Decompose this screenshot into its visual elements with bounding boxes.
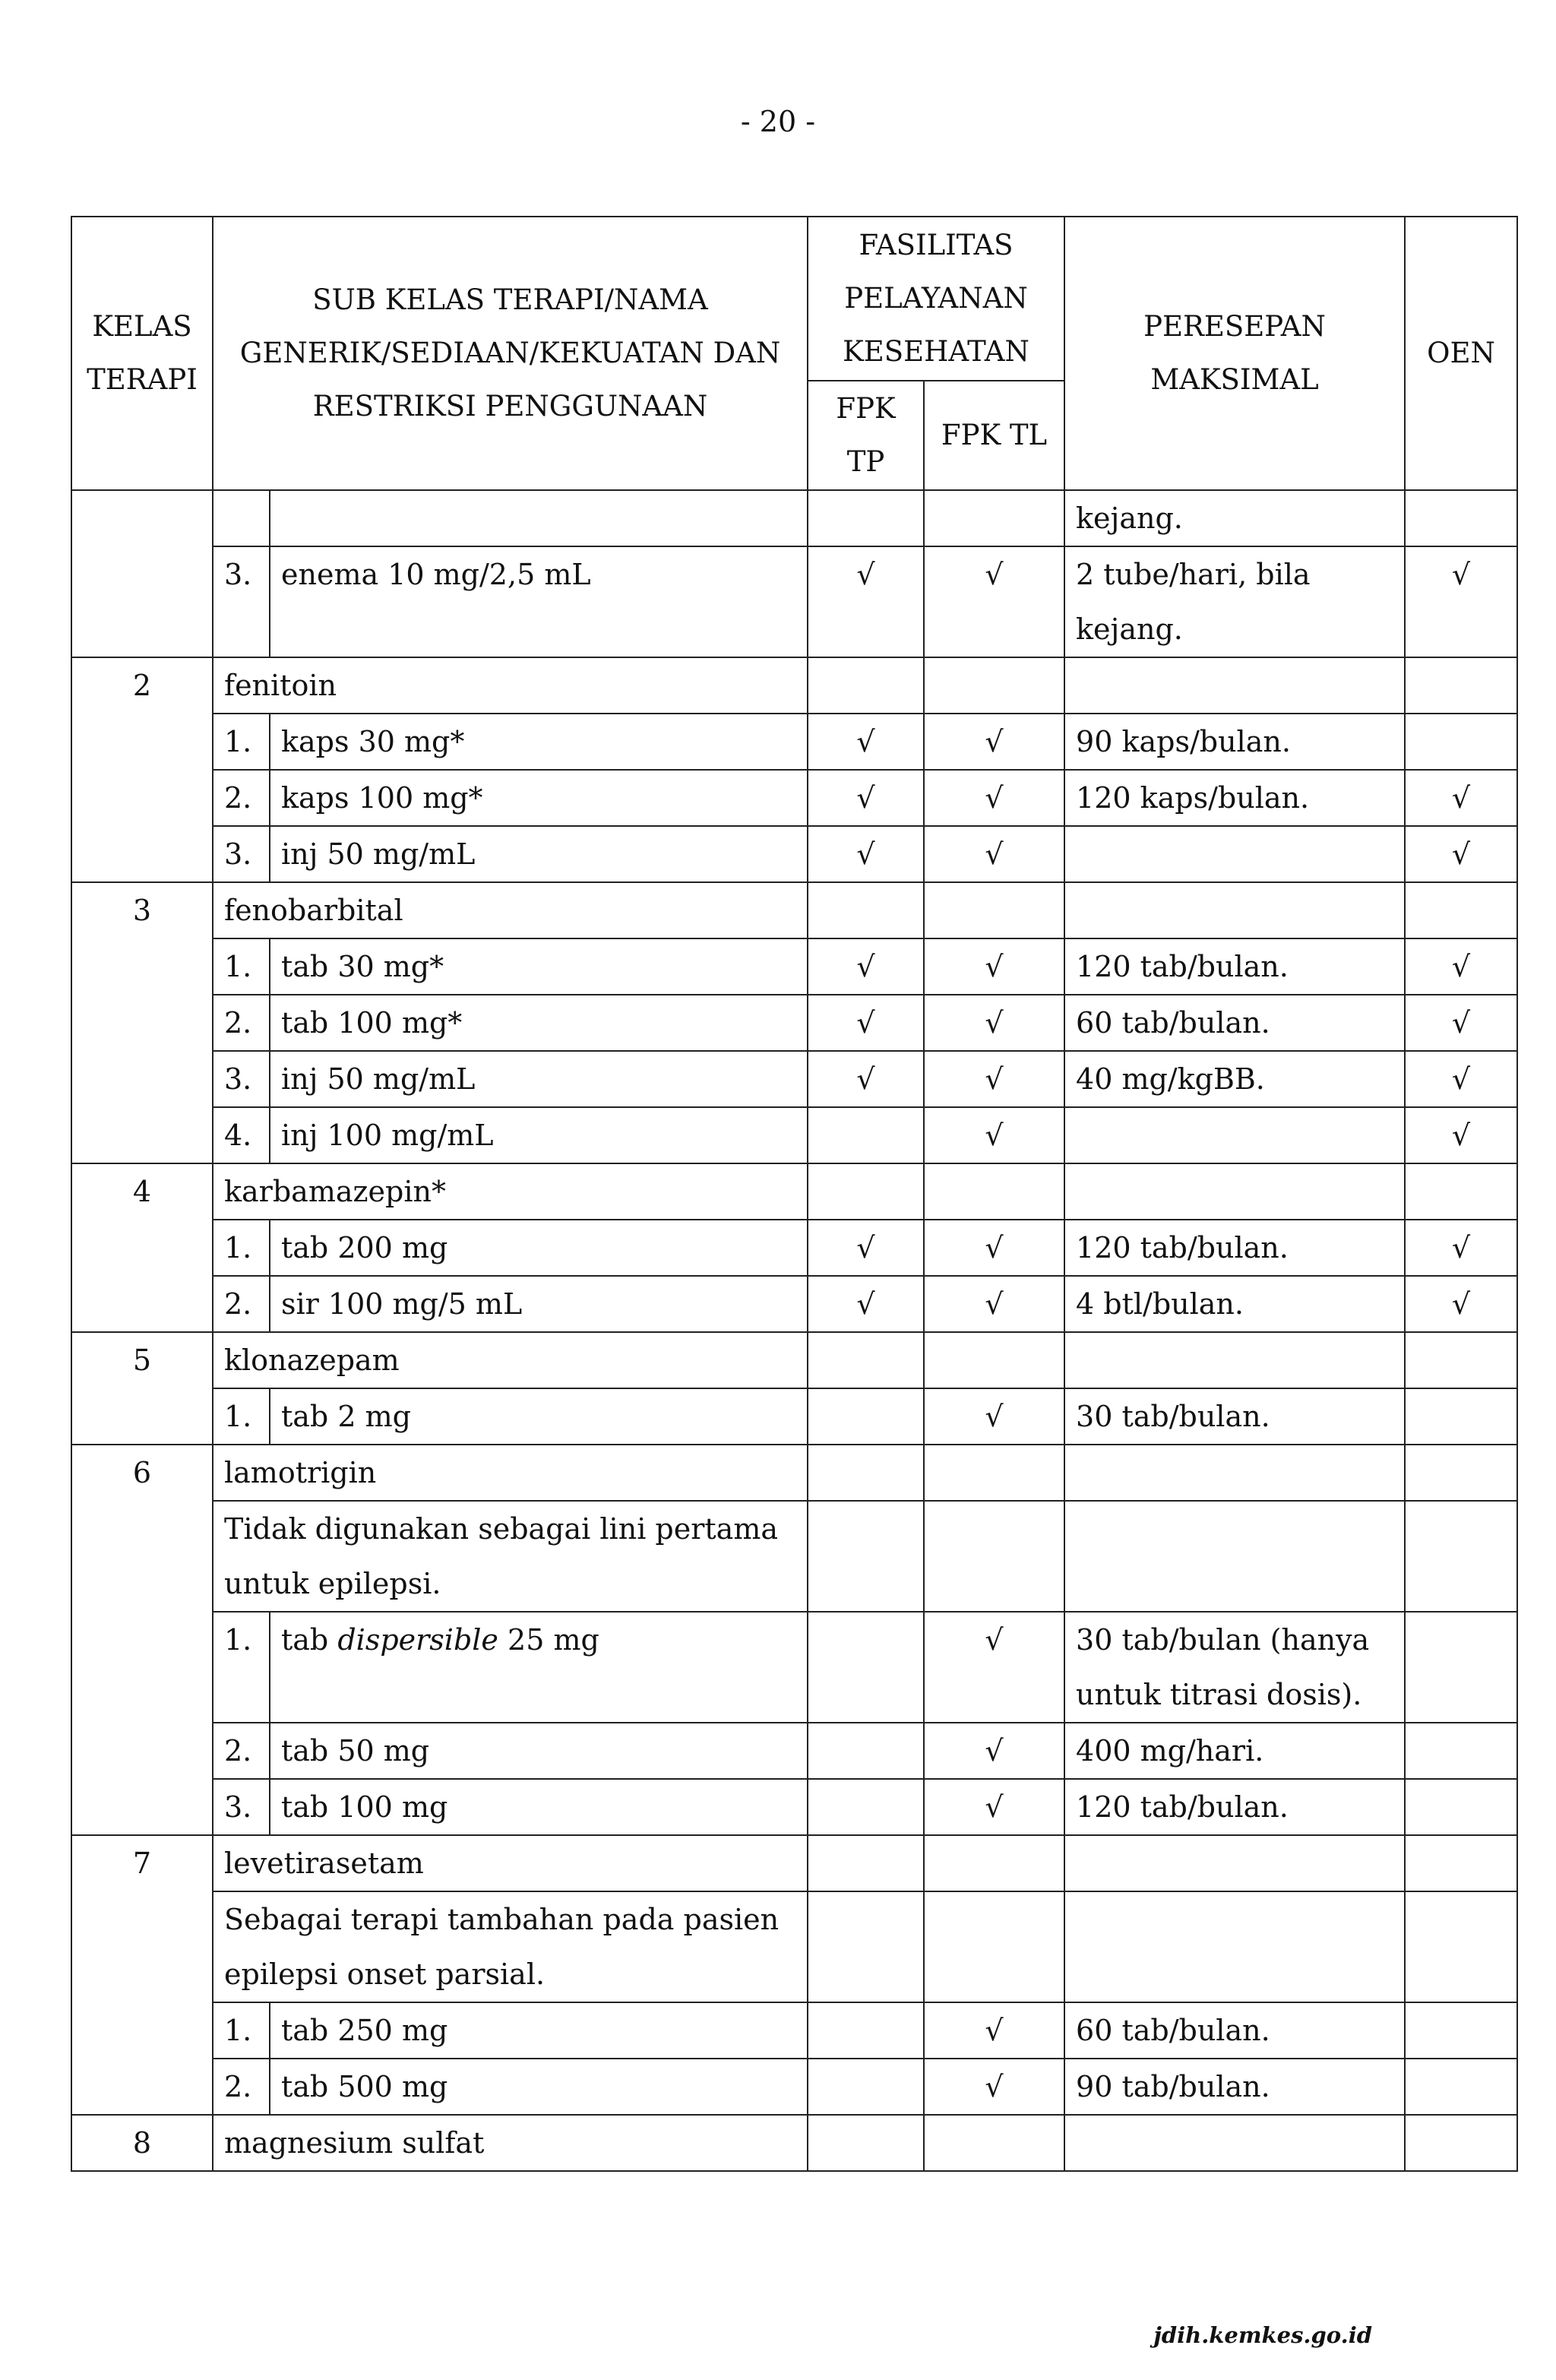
fpk-tp-cell [808,1835,924,1891]
header-peresepan: PERESEPAN MAKSIMAL [1064,217,1405,490]
item-number: 2. [213,995,270,1051]
item-number: 1. [213,938,270,995]
peresepan-cell [1064,1891,1405,2002]
item-name: tab 100 mg [270,1779,808,1835]
group-number: 7 [71,1835,213,2115]
check-mark-icon: √ [985,837,1004,871]
fpk-tl-cell [924,1220,1064,1276]
item-number: 2. [213,1276,270,1332]
oen-cell [1405,490,1517,546]
item-number: 3. [213,546,270,657]
fpk-tp-cell [808,1332,924,1388]
note-row [71,1501,1517,1612]
peresepan-cell [1064,1107,1405,1163]
item-name: inj 100 mg/mL [270,1107,808,1163]
oen-cell [1405,1276,1517,1332]
check-mark-icon: √ [1451,837,1471,871]
item-name: inj 50 mg/mL [270,826,808,882]
table-row [71,2059,1517,2115]
fpk-tl-cell [924,714,1064,770]
check-mark-icon: √ [1451,1062,1471,1096]
oen-cell [1405,1445,1517,1501]
oen-cell [1405,546,1517,657]
item-name: tab 100 mg* [270,995,808,1051]
group-name: magnesium sulfat [213,2115,808,2171]
table-row [71,714,1517,770]
fpk-tl-cell [924,1779,1064,1835]
item-name: kaps 30 mg* [270,714,808,770]
group-name: fenobarbital [213,882,808,938]
fpk-tl-cell [924,1501,1064,1612]
restriction-note: Sebagai terapi tambahan pada pasien epilepsi onset parsial. [213,1891,808,2002]
oen-cell [1405,1779,1517,1835]
fpk-tp-cell [808,1388,924,1445]
table-row [71,1779,1517,1835]
fpk-tp-cell [808,546,924,657]
check-mark-icon: √ [985,1287,1004,1321]
group-name: karbamazepin* [213,1163,808,1220]
peresepan-cell: 90 kaps/bulan. [1064,714,1405,770]
check-mark-icon: √ [985,1006,1004,1040]
item-number: 3. [213,1051,270,1107]
item-name: tab 2 mg [270,1388,808,1445]
group-number: 8 [71,2115,213,2171]
fpk-tl-cell [924,1276,1064,1332]
kelas-terapi-cell [71,490,213,657]
fpk-tp-cell [808,882,924,938]
item-number: 1. [213,2002,270,2059]
fpk-tl-cell [924,770,1064,826]
item-number: 2. [213,2059,270,2115]
item-number: 1. [213,1220,270,1276]
group-name: fenitoin [213,657,808,714]
header-fpk-tl: FPK TL [924,381,1064,490]
item-number: 1. [213,714,270,770]
table-row [71,1276,1517,1332]
item-name [270,490,808,546]
peresepan-cell [1064,1501,1405,1612]
oen-cell [1405,770,1517,826]
restriction-note: Tidak digunakan sebagai lini pertama untuk epilepsi. [213,1501,808,1612]
check-mark-icon: √ [985,781,1004,815]
group-number: 5 [71,1332,213,1445]
item-name: tab 500 mg [270,2059,808,2115]
oen-cell [1405,826,1517,882]
fpk-tl-cell [924,938,1064,995]
group-name: klonazepam [213,1332,808,1388]
check-mark-icon: √ [856,781,875,815]
item-name: sir 100 mg/5 mL [270,1276,808,1332]
check-mark-icon: √ [985,2014,1004,2047]
fpk-tp-cell [808,1163,924,1220]
fpk-tl-cell [924,1891,1064,2002]
table-row [71,995,1517,1051]
peresepan-cell: 120 tab/bulan. [1064,1779,1405,1835]
check-mark-icon: √ [1451,1287,1471,1321]
peresepan-cell [1064,2115,1405,2171]
check-mark-icon: √ [985,1119,1004,1152]
check-mark-icon: √ [985,2070,1004,2103]
fpk-tp-cell [808,826,924,882]
peresepan-cell: 60 tab/bulan. [1064,2002,1405,2059]
oen-cell [1405,2115,1517,2171]
peresepan-cell [1064,1332,1405,1388]
check-mark-icon: √ [985,950,1004,983]
peresepan-cell: 90 tab/bulan. [1064,2059,1405,2115]
table-body [71,490,1517,2171]
fpk-tp-cell [808,1445,924,1501]
group-name: levetirasetam [213,1835,808,1891]
fpk-tl-cell [924,490,1064,546]
header-fasilitas: FASILITAS PELAYANAN KESEHATAN [808,217,1064,381]
oen-cell [1405,1051,1517,1107]
table-row [71,938,1517,995]
group-row [71,1332,1517,1388]
item-name: tab 50 mg [270,1723,808,1779]
fpk-tl-cell [924,995,1064,1051]
peresepan-cell: 400 mg/hari. [1064,1723,1405,1779]
fpk-tp-cell [808,2002,924,2059]
oen-cell [1405,938,1517,995]
fpk-tp-cell [808,1220,924,1276]
fpk-tl-cell [924,2002,1064,2059]
fpk-tl-cell [924,1107,1064,1163]
peresepan-cell [1064,1163,1405,1220]
oen-cell [1405,1612,1517,1723]
peresepan-cell [1064,657,1405,714]
peresepan-cell: 30 tab/bulan. [1064,1388,1405,1445]
item-number: 3. [213,826,270,882]
fpk-tp-cell [808,2115,924,2171]
oen-cell [1405,1220,1517,1276]
header-kelas-terapi: KELAS TERAPI [71,217,213,490]
item-number: 2. [213,770,270,826]
fpk-tp-cell [808,2059,924,2115]
peresepan-cell: 4 btl/bulan. [1064,1276,1405,1332]
item-number: 2. [213,1723,270,1779]
peresepan-cell: 120 tab/bulan. [1064,938,1405,995]
oen-cell [1405,2002,1517,2059]
group-row [71,1445,1517,1501]
peresepan-cell: 120 kaps/bulan. [1064,770,1405,826]
item-number: 3. [213,1779,270,1835]
peresepan-cell: 40 mg/kgBB. [1064,1051,1405,1107]
oen-cell [1405,657,1517,714]
group-name: lamotrigin [213,1445,808,1501]
page-number: - 20 - [740,105,816,138]
peresepan-cell [1064,1445,1405,1501]
oen-cell [1405,1891,1517,2002]
fpk-tp-cell [808,938,924,995]
check-mark-icon: √ [985,1062,1004,1096]
check-mark-icon: √ [856,1231,875,1264]
oen-cell [1405,1835,1517,1891]
fpk-tp-cell [808,1779,924,1835]
table-row [71,2002,1517,2059]
fpk-tl-cell [924,2115,1064,2171]
check-mark-icon: √ [985,1790,1004,1824]
fpk-tp-cell [808,714,924,770]
fpk-tl-cell [924,1163,1064,1220]
table-row [71,1612,1517,1723]
oen-cell [1405,714,1517,770]
group-number: 3 [71,882,213,1163]
oen-cell [1405,1723,1517,1779]
header-fpk-tp: FPK TP [808,381,924,490]
check-mark-icon: √ [856,950,875,983]
peresepan-cell: 120 tab/bulan. [1064,1220,1405,1276]
peresepan-cell [1064,1835,1405,1891]
item-name: enema 10 mg/2,5 mL [270,546,808,657]
fpk-tp-cell [808,1051,924,1107]
check-mark-icon: √ [1451,950,1471,983]
item-name: kaps 100 mg* [270,770,808,826]
item-name: tab 200 mg [270,1220,808,1276]
check-mark-icon: √ [856,558,875,591]
formulary-table [71,216,1518,2172]
fpk-tl-cell [924,1051,1064,1107]
peresepan-cell: kejang. [1064,490,1405,546]
table-row [71,1723,1517,1779]
fpk-tl-cell [924,1388,1064,1445]
check-mark-icon: √ [985,1400,1004,1433]
table-row [71,1107,1517,1163]
group-row [71,1163,1517,1220]
oen-cell [1405,882,1517,938]
fpk-tl-cell [924,1723,1064,1779]
item-number: 1. [213,1388,270,1445]
oen-cell [1405,1388,1517,1445]
fpk-tl-cell [924,882,1064,938]
table-row [71,770,1517,826]
oen-cell [1405,995,1517,1051]
table-row [71,1388,1517,1445]
check-mark-icon: √ [985,1734,1004,1768]
group-row [71,1835,1517,1891]
fpk-tl-cell [924,1445,1064,1501]
peresepan-cell: 30 tab/bulan (hanya untuk titrasi dosis). [1064,1612,1405,1723]
fpk-tl-cell [924,1612,1064,1723]
check-mark-icon: √ [985,1231,1004,1264]
check-mark-icon: √ [1451,558,1471,591]
item-name: tab dispersible 25 mg [270,1612,808,1723]
check-mark-icon: √ [1451,1231,1471,1264]
fpk-tp-cell [808,1891,924,2002]
fpk-tl-cell [924,546,1064,657]
table-row [71,546,1517,657]
fpk-tp-cell [808,657,924,714]
check-mark-icon: √ [856,725,875,758]
fpk-tp-cell [808,1723,924,1779]
fpk-tl-cell [924,657,1064,714]
peresepan-cell: 2 tube/hari, bila kejang. [1064,546,1405,657]
fpk-tl-cell [924,826,1064,882]
group-number: 2 [71,657,213,882]
fpk-tl-cell [924,2059,1064,2115]
peresepan-cell: 60 tab/bulan. [1064,995,1405,1051]
check-mark-icon: √ [1451,781,1471,815]
group-row [71,2115,1517,2171]
oen-cell [1405,1107,1517,1163]
item-name-italic: dispersible [337,1623,498,1657]
fpk-tp-cell [808,1107,924,1163]
peresepan-cell [1064,882,1405,938]
oen-cell [1405,1163,1517,1220]
oen-cell [1405,2059,1517,2115]
check-mark-icon: √ [985,558,1004,591]
group-number: 4 [71,1163,213,1332]
table-row [71,1051,1517,1107]
fpk-tp-cell [808,995,924,1051]
fpk-tp-cell [808,490,924,546]
oen-cell [1405,1332,1517,1388]
table-row [71,490,1517,546]
check-mark-icon: √ [985,1623,1004,1657]
footer-source: jdih.kemkes.go.id [1153,2322,1372,2348]
fpk-tl-cell [924,1332,1064,1388]
item-number: 1. [213,1612,270,1723]
check-mark-icon: √ [856,1062,875,1096]
item-number: 4. [213,1107,270,1163]
group-number: 6 [71,1445,213,1835]
check-mark-icon: √ [856,1287,875,1321]
peresepan-cell [1064,826,1405,882]
note-row [71,1891,1517,2002]
item-name: tab 250 mg [270,2002,808,2059]
group-row [71,882,1517,938]
fpk-tp-cell [808,770,924,826]
check-mark-icon: √ [856,837,875,871]
table-header [71,217,1517,490]
fpk-tp-cell [808,1501,924,1612]
group-row [71,657,1517,714]
check-mark-icon: √ [856,1006,875,1040]
item-number [213,490,270,546]
check-mark-icon: √ [1451,1119,1471,1152]
header-oen: OEN [1405,217,1517,490]
header-sub-kelas: SUB KELAS TERAPI/NAMA GENERIK/SEDIAAN/KEKUATAN DAN RESTRIKSI PENGGUNAAN [213,217,808,490]
item-name: tab 30 mg* [270,938,808,995]
fpk-tp-cell [808,1612,924,1723]
fpk-tl-cell [924,1835,1064,1891]
oen-cell [1405,1501,1517,1612]
table-row [71,1220,1517,1276]
check-mark-icon: √ [1451,1006,1471,1040]
item-name: inj 50 mg/mL [270,1051,808,1107]
fpk-tp-cell [808,1276,924,1332]
table-row [71,826,1517,882]
check-mark-icon: √ [985,725,1004,758]
